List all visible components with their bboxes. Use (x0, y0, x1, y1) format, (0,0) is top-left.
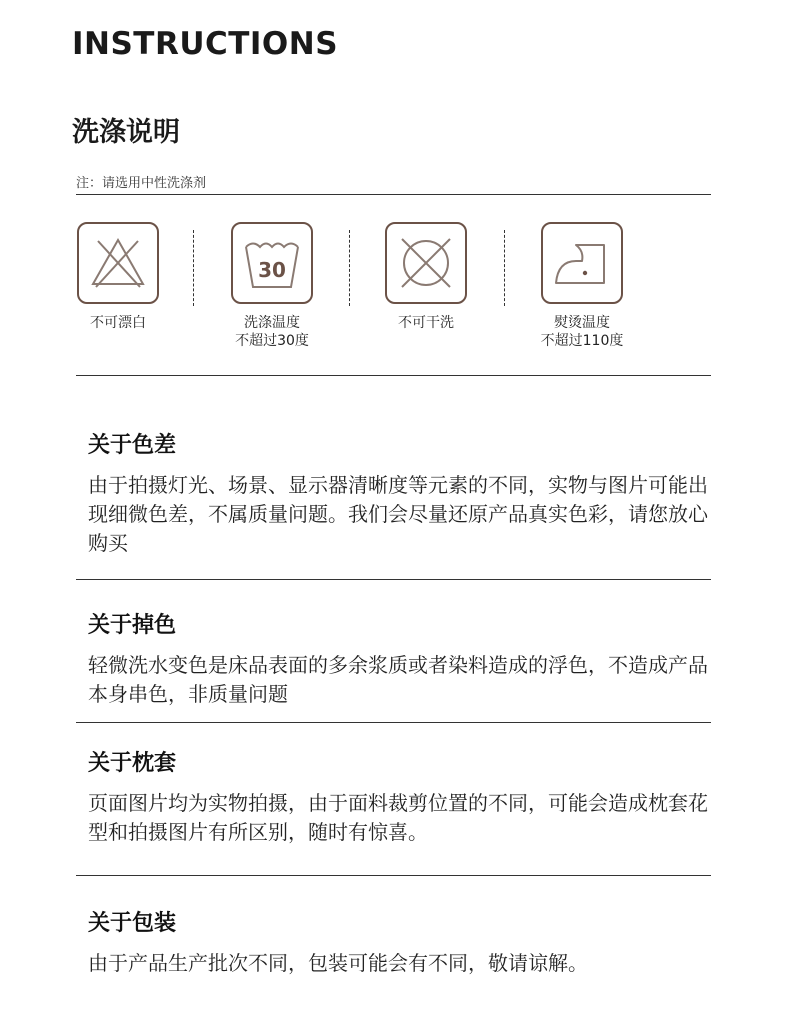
dashed-separator (193, 230, 194, 306)
page-title-en: INSTRUCTIONS (72, 26, 339, 62)
care-item-no-bleach (58, 222, 178, 332)
care-label: 洗涤温度 不超过30度 (235, 315, 309, 349)
section-packaging (88, 906, 718, 978)
page-title-cn: 洗涤说明 (72, 117, 180, 148)
no-bleach-icon (77, 222, 159, 304)
care-item-wash-30 (212, 222, 332, 350)
section-body: 由于产品生产批次不同，包装可能会有不同，敬请谅解。 (88, 951, 588, 975)
divider (76, 579, 711, 580)
divider (76, 194, 711, 195)
care-symbols-row (76, 222, 676, 362)
section-body: 由于拍摄灯光、场景、显示器清晰度等元素的不同，实物与图片可能出现细微色差，不属质量问题。我们会尽量还原产品真实色彩，请您放心购买 (88, 473, 708, 555)
section-title: 关于掉色 (88, 613, 177, 638)
divider (76, 875, 711, 876)
care-label: 不可漂白 (90, 315, 146, 331)
care-label: 熨烫温度 不超过110度 (540, 315, 624, 349)
section-title: 关于包装 (88, 911, 177, 936)
section-body: 轻微洗水变色是床品表面的多余浆质或者染料造成的浮色，不造成产品本身串色，非质量问题 (88, 653, 708, 706)
section-body: 页面图片均为实物拍摄，由于面料裁剪位置的不同，可能会造成枕套花型和拍摄图片有所区别，随时有惊喜。 (88, 791, 708, 844)
divider (76, 722, 711, 723)
no-dry-clean-icon (385, 222, 467, 304)
dashed-separator (504, 230, 505, 306)
section-color-fading (88, 608, 718, 709)
detergent-note: 注：请选用中性洗涤剂 (76, 176, 207, 191)
section-title: 关于色差 (88, 433, 177, 458)
care-label: 不可干洗 (398, 315, 454, 331)
section-pillowcase (88, 746, 718, 847)
divider (76, 375, 711, 376)
section-title: 关于枕套 (88, 751, 177, 776)
wash-30-icon (231, 222, 313, 304)
dashed-separator (349, 230, 350, 306)
care-item-no-dry-clean (366, 222, 486, 332)
section-color-difference (88, 428, 718, 558)
iron-110-icon (541, 222, 623, 304)
wash-temp-text: 30 (258, 258, 286, 282)
care-item-iron-110 (522, 222, 642, 350)
